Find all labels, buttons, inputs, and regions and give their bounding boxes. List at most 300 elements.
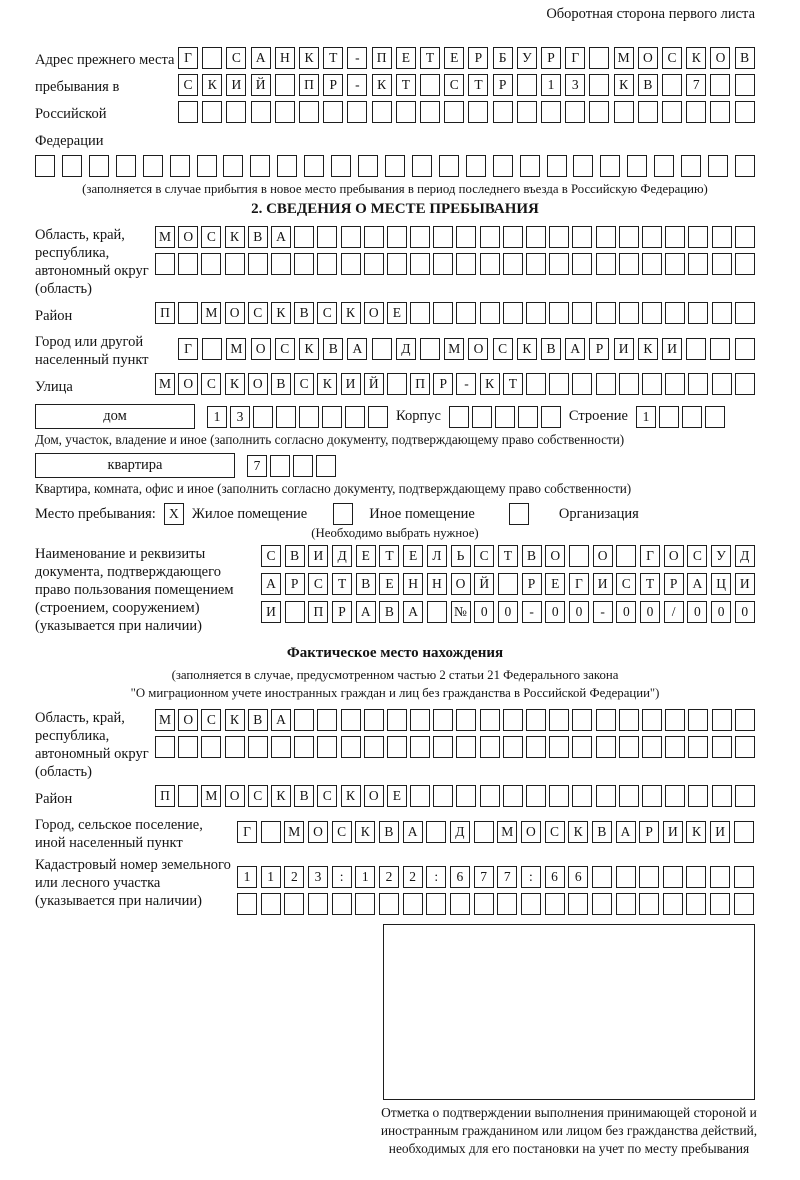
char-cell[interactable]: К — [225, 373, 245, 395]
char-cell[interactable] — [686, 893, 706, 915]
char-cell[interactable]: Ц — [711, 573, 731, 595]
char-cell[interactable] — [503, 785, 523, 807]
char-cell[interactable] — [734, 893, 754, 915]
char-cell[interactable] — [317, 226, 337, 248]
char-cell[interactable] — [202, 101, 222, 123]
char-cell[interactable] — [526, 709, 546, 731]
char-cell[interactable]: К — [341, 785, 361, 807]
char-cell[interactable] — [372, 338, 392, 360]
char-cell[interactable]: К — [225, 226, 245, 248]
char-cell[interactable]: С — [474, 545, 494, 567]
char-cell[interactable] — [710, 866, 730, 888]
char-cell[interactable] — [480, 253, 500, 275]
char-cell[interactable] — [638, 101, 658, 123]
char-cell[interactable]: В — [379, 601, 399, 623]
char-cell[interactable] — [614, 101, 634, 123]
char-cell[interactable]: 6 — [450, 866, 470, 888]
char-cell[interactable]: О — [364, 302, 384, 324]
char-cell[interactable] — [410, 302, 430, 324]
char-cell[interactable]: Е — [396, 47, 416, 69]
char-cell[interactable] — [412, 155, 432, 177]
char-cell[interactable]: С — [248, 302, 268, 324]
char-cell[interactable] — [116, 155, 136, 177]
char-cell[interactable]: В — [379, 821, 399, 843]
char-cell[interactable] — [251, 101, 271, 123]
char-cell[interactable] — [688, 785, 708, 807]
char-cell[interactable] — [456, 736, 476, 758]
char-cell[interactable] — [341, 253, 361, 275]
char-cell[interactable] — [387, 373, 407, 395]
char-cell[interactable] — [317, 709, 337, 731]
checkbox-inoe[interactable] — [333, 503, 353, 525]
char-cell[interactable]: С — [201, 709, 221, 731]
char-cell[interactable] — [35, 155, 55, 177]
char-cell[interactable] — [572, 373, 592, 395]
char-cell[interactable] — [642, 785, 662, 807]
char-cell[interactable] — [503, 736, 523, 758]
char-cell[interactable] — [688, 253, 708, 275]
char-cell[interactable] — [688, 709, 708, 731]
char-cell[interactable] — [225, 736, 245, 758]
char-cell[interactable]: В — [248, 709, 268, 731]
char-cell[interactable]: Л — [427, 545, 447, 567]
char-cell[interactable] — [410, 785, 430, 807]
char-cell[interactable]: Г — [237, 821, 257, 843]
char-cell[interactable] — [456, 785, 476, 807]
char-cell[interactable]: М — [201, 302, 221, 324]
char-cell[interactable] — [427, 601, 447, 623]
char-cell[interactable]: И — [341, 373, 361, 395]
char-cell[interactable] — [364, 253, 384, 275]
char-cell[interactable]: К — [299, 338, 319, 360]
char-cell[interactable]: К — [372, 74, 392, 96]
char-cell[interactable]: М — [201, 785, 221, 807]
char-cell[interactable] — [735, 74, 755, 96]
char-cell[interactable] — [619, 373, 639, 395]
char-cell[interactable] — [572, 785, 592, 807]
char-cell[interactable] — [681, 155, 701, 177]
char-cell[interactable] — [705, 406, 725, 428]
char-cell[interactable] — [712, 253, 732, 275]
char-cell[interactable] — [299, 101, 319, 123]
char-cell[interactable]: К — [317, 373, 337, 395]
char-cell[interactable] — [688, 736, 708, 758]
char-cell[interactable] — [155, 253, 175, 275]
char-cell[interactable]: К — [355, 821, 375, 843]
char-cell[interactable]: С — [332, 821, 352, 843]
char-cell[interactable]: Е — [403, 545, 423, 567]
char-cell[interactable] — [735, 155, 755, 177]
char-cell[interactable] — [596, 226, 616, 248]
char-cell[interactable]: 1 — [261, 866, 281, 888]
char-cell[interactable]: А — [271, 709, 291, 731]
char-cell[interactable] — [619, 253, 639, 275]
char-cell[interactable]: У — [517, 47, 537, 69]
char-cell[interactable]: Е — [387, 785, 407, 807]
checkbox-org[interactable] — [509, 503, 529, 525]
char-cell[interactable] — [503, 253, 523, 275]
checkbox-zhiloe[interactable]: X — [164, 503, 184, 525]
char-cell[interactable] — [345, 406, 365, 428]
char-cell[interactable] — [474, 893, 494, 915]
char-cell[interactable]: Й — [364, 373, 384, 395]
char-cell[interactable]: О — [364, 785, 384, 807]
char-cell[interactable]: О — [308, 821, 328, 843]
char-cell[interactable]: Г — [565, 47, 585, 69]
char-cell[interactable] — [526, 373, 546, 395]
char-cell[interactable]: В — [294, 785, 314, 807]
char-cell[interactable] — [225, 253, 245, 275]
char-cell[interactable]: С — [275, 338, 295, 360]
char-cell[interactable] — [304, 155, 324, 177]
char-cell[interactable] — [410, 709, 430, 731]
char-cell[interactable]: Р — [589, 338, 609, 360]
char-cell[interactable]: В — [592, 821, 612, 843]
char-cell[interactable] — [410, 736, 430, 758]
char-cell[interactable]: М — [284, 821, 304, 843]
char-cell[interactable] — [495, 406, 515, 428]
char-cell[interactable] — [710, 101, 730, 123]
char-cell[interactable] — [589, 74, 609, 96]
char-cell[interactable] — [596, 302, 616, 324]
char-cell[interactable]: Е — [379, 573, 399, 595]
char-cell[interactable]: А — [356, 601, 376, 623]
char-cell[interactable]: С — [201, 373, 221, 395]
char-cell[interactable]: Н — [403, 573, 423, 595]
char-cell[interactable] — [735, 338, 755, 360]
char-cell[interactable] — [201, 253, 221, 275]
char-cell[interactable] — [549, 785, 569, 807]
char-cell[interactable] — [275, 74, 295, 96]
char-cell[interactable] — [572, 253, 592, 275]
char-cell[interactable]: В — [541, 338, 561, 360]
char-cell[interactable]: Р — [664, 573, 684, 595]
char-cell[interactable]: О — [248, 373, 268, 395]
char-cell[interactable]: С — [616, 573, 636, 595]
char-cell[interactable] — [253, 406, 273, 428]
char-cell[interactable] — [526, 226, 546, 248]
char-cell[interactable] — [250, 155, 270, 177]
char-cell[interactable]: 1 — [207, 406, 227, 428]
char-cell[interactable] — [396, 101, 416, 123]
char-cell[interactable] — [201, 736, 221, 758]
char-cell[interactable]: Т — [498, 545, 518, 567]
char-cell[interactable]: С — [317, 785, 337, 807]
char-cell[interactable]: Г — [640, 545, 660, 567]
char-cell[interactable] — [358, 155, 378, 177]
char-cell[interactable]: С — [226, 47, 246, 69]
char-cell[interactable]: Е — [387, 302, 407, 324]
char-cell[interactable] — [403, 893, 423, 915]
char-cell[interactable] — [572, 736, 592, 758]
char-cell[interactable]: Й — [251, 74, 271, 96]
char-cell[interactable] — [308, 893, 328, 915]
char-cell[interactable]: В — [285, 545, 305, 567]
char-cell[interactable] — [317, 736, 337, 758]
char-cell[interactable]: 2 — [284, 866, 304, 888]
char-cell[interactable] — [619, 226, 639, 248]
char-cell[interactable]: : — [332, 866, 352, 888]
char-cell[interactable]: 0 — [687, 601, 707, 623]
char-cell[interactable]: Н — [275, 47, 295, 69]
char-cell[interactable] — [735, 302, 755, 324]
char-cell[interactable] — [712, 785, 732, 807]
char-cell[interactable] — [410, 226, 430, 248]
char-cell[interactable] — [627, 155, 647, 177]
char-cell[interactable]: Ь — [451, 545, 471, 567]
char-cell[interactable] — [735, 253, 755, 275]
char-cell[interactable]: - — [593, 601, 613, 623]
char-cell[interactable]: Р — [323, 74, 343, 96]
char-cell[interactable] — [450, 893, 470, 915]
char-cell[interactable] — [420, 74, 440, 96]
char-cell[interactable]: С — [201, 226, 221, 248]
char-cell[interactable]: И — [735, 573, 755, 595]
char-cell[interactable] — [549, 226, 569, 248]
char-cell[interactable]: К — [271, 785, 291, 807]
char-cell[interactable] — [686, 101, 706, 123]
char-cell[interactable] — [439, 155, 459, 177]
char-cell[interactable] — [662, 74, 682, 96]
char-cell[interactable] — [735, 785, 755, 807]
char-cell[interactable]: О — [521, 821, 541, 843]
char-cell[interactable]: К — [686, 47, 706, 69]
char-cell[interactable] — [178, 785, 198, 807]
char-cell[interactable]: 1 — [541, 74, 561, 96]
char-cell[interactable]: 1 — [636, 406, 656, 428]
char-cell[interactable]: Р — [541, 47, 561, 69]
char-cell[interactable] — [589, 101, 609, 123]
char-cell[interactable] — [178, 736, 198, 758]
char-cell[interactable] — [712, 302, 732, 324]
char-cell[interactable] — [639, 893, 659, 915]
char-cell[interactable]: 6 — [545, 866, 565, 888]
char-cell[interactable] — [202, 338, 222, 360]
char-cell[interactable]: С — [662, 47, 682, 69]
char-cell[interactable] — [226, 101, 246, 123]
char-cell[interactable] — [480, 736, 500, 758]
char-cell[interactable] — [665, 302, 685, 324]
char-cell[interactable] — [565, 101, 585, 123]
char-cell[interactable] — [619, 709, 639, 731]
char-cell[interactable]: В — [248, 226, 268, 248]
char-cell[interactable]: А — [403, 601, 423, 623]
char-cell[interactable] — [368, 406, 388, 428]
char-cell[interactable]: М — [155, 709, 175, 731]
char-cell[interactable] — [619, 736, 639, 758]
char-cell[interactable] — [468, 101, 488, 123]
char-cell[interactable]: 3 — [565, 74, 585, 96]
char-cell[interactable] — [572, 302, 592, 324]
char-cell[interactable]: О — [225, 302, 245, 324]
char-cell[interactable] — [639, 866, 659, 888]
char-cell[interactable] — [237, 893, 257, 915]
char-cell[interactable]: Т — [503, 373, 523, 395]
char-cell[interactable] — [642, 736, 662, 758]
char-cell[interactable] — [735, 101, 755, 123]
char-cell[interactable]: В — [638, 74, 658, 96]
char-cell[interactable]: В — [356, 573, 376, 595]
char-cell[interactable]: О — [710, 47, 730, 69]
char-cell[interactable]: О — [451, 573, 471, 595]
char-cell[interactable] — [503, 709, 523, 731]
char-cell[interactable] — [572, 709, 592, 731]
char-cell[interactable] — [299, 406, 319, 428]
char-cell[interactable] — [341, 226, 361, 248]
char-cell[interactable] — [341, 709, 361, 731]
char-cell[interactable]: Т — [396, 74, 416, 96]
char-cell[interactable] — [596, 785, 616, 807]
char-cell[interactable] — [420, 338, 440, 360]
char-cell[interactable]: - — [347, 47, 367, 69]
char-cell[interactable] — [503, 302, 523, 324]
char-cell[interactable]: В — [735, 47, 755, 69]
char-cell[interactable] — [89, 155, 109, 177]
char-cell[interactable] — [520, 155, 540, 177]
char-cell[interactable]: 0 — [640, 601, 660, 623]
char-cell[interactable] — [456, 226, 476, 248]
char-cell[interactable] — [294, 226, 314, 248]
char-cell[interactable]: П — [155, 302, 175, 324]
char-cell[interactable] — [665, 709, 685, 731]
char-cell[interactable] — [341, 736, 361, 758]
char-cell[interactable] — [710, 338, 730, 360]
char-cell[interactable]: Т — [420, 47, 440, 69]
char-cell[interactable] — [665, 253, 685, 275]
char-cell[interactable] — [355, 893, 375, 915]
char-cell[interactable] — [271, 253, 291, 275]
char-cell[interactable] — [665, 226, 685, 248]
char-cell[interactable] — [270, 455, 290, 477]
char-cell[interactable]: В — [271, 373, 291, 395]
char-cell[interactable]: Т — [468, 74, 488, 96]
char-cell[interactable]: К — [480, 373, 500, 395]
char-cell[interactable] — [347, 101, 367, 123]
char-cell[interactable] — [665, 785, 685, 807]
char-cell[interactable] — [480, 785, 500, 807]
char-cell[interactable] — [317, 253, 337, 275]
char-cell[interactable]: С — [493, 338, 513, 360]
char-cell[interactable]: И — [662, 338, 682, 360]
char-cell[interactable] — [654, 155, 674, 177]
char-cell[interactable]: Р — [285, 573, 305, 595]
char-cell[interactable]: Р — [332, 601, 352, 623]
char-cell[interactable] — [271, 736, 291, 758]
char-cell[interactable]: 7 — [497, 866, 517, 888]
char-cell[interactable] — [456, 253, 476, 275]
char-cell[interactable] — [521, 893, 541, 915]
char-cell[interactable] — [420, 101, 440, 123]
char-cell[interactable] — [619, 302, 639, 324]
char-cell[interactable]: Г — [569, 573, 589, 595]
char-cell[interactable]: Г — [178, 338, 198, 360]
char-cell[interactable] — [248, 736, 268, 758]
char-cell[interactable] — [545, 893, 565, 915]
char-cell[interactable]: П — [155, 785, 175, 807]
char-cell[interactable]: К — [225, 709, 245, 731]
char-cell[interactable]: К — [299, 47, 319, 69]
char-cell[interactable] — [323, 101, 343, 123]
char-cell[interactable] — [526, 736, 546, 758]
char-cell[interactable] — [663, 893, 683, 915]
char-cell[interactable] — [589, 47, 609, 69]
char-cell[interactable] — [541, 101, 561, 123]
char-cell[interactable]: С — [294, 373, 314, 395]
char-cell[interactable]: И — [614, 338, 634, 360]
char-cell[interactable]: 7 — [247, 455, 267, 477]
char-cell[interactable]: С — [248, 785, 268, 807]
char-cell[interactable] — [449, 406, 469, 428]
char-cell[interactable] — [616, 866, 636, 888]
char-cell[interactable]: П — [372, 47, 392, 69]
char-cell[interactable] — [202, 47, 222, 69]
char-cell[interactable] — [549, 373, 569, 395]
char-cell[interactable]: Д — [332, 545, 352, 567]
char-cell[interactable]: 0 — [498, 601, 518, 623]
char-cell[interactable] — [682, 406, 702, 428]
char-cell[interactable]: Е — [444, 47, 464, 69]
char-cell[interactable] — [642, 226, 662, 248]
char-cell[interactable]: А — [687, 573, 707, 595]
char-cell[interactable]: П — [410, 373, 430, 395]
char-cell[interactable] — [619, 785, 639, 807]
char-cell[interactable] — [596, 373, 616, 395]
char-cell[interactable]: С — [444, 74, 464, 96]
char-cell[interactable] — [223, 155, 243, 177]
char-cell[interactable]: 7 — [686, 74, 706, 96]
char-cell[interactable] — [592, 866, 612, 888]
char-cell[interactable]: Д — [396, 338, 416, 360]
char-cell[interactable] — [480, 709, 500, 731]
char-cell[interactable] — [665, 736, 685, 758]
char-cell[interactable] — [197, 155, 217, 177]
char-cell[interactable] — [642, 302, 662, 324]
char-cell[interactable]: М — [155, 226, 175, 248]
char-cell[interactable]: О — [593, 545, 613, 567]
char-cell[interactable]: А — [251, 47, 271, 69]
char-cell[interactable]: / — [664, 601, 684, 623]
char-cell[interactable] — [178, 101, 198, 123]
char-cell[interactable] — [663, 866, 683, 888]
char-cell[interactable] — [387, 736, 407, 758]
char-cell[interactable]: С — [545, 821, 565, 843]
char-cell[interactable]: Р — [468, 47, 488, 69]
char-cell[interactable]: С — [687, 545, 707, 567]
char-cell[interactable]: Н — [427, 573, 447, 595]
char-cell[interactable] — [480, 302, 500, 324]
char-cell[interactable] — [275, 101, 295, 123]
char-cell[interactable] — [466, 155, 486, 177]
char-cell[interactable] — [294, 736, 314, 758]
char-cell[interactable] — [665, 373, 685, 395]
char-cell[interactable] — [410, 253, 430, 275]
char-cell[interactable]: Р — [522, 573, 542, 595]
char-cell[interactable] — [493, 155, 513, 177]
char-cell[interactable] — [387, 226, 407, 248]
char-cell[interactable] — [642, 709, 662, 731]
char-cell[interactable] — [568, 893, 588, 915]
char-cell[interactable] — [712, 736, 732, 758]
char-cell[interactable]: К — [341, 302, 361, 324]
char-cell[interactable]: 6 — [568, 866, 588, 888]
char-cell[interactable] — [385, 155, 405, 177]
char-cell[interactable] — [285, 601, 305, 623]
char-cell[interactable] — [379, 893, 399, 915]
char-cell[interactable] — [387, 709, 407, 731]
char-cell[interactable]: Д — [735, 545, 755, 567]
char-cell[interactable]: А — [403, 821, 423, 843]
char-cell[interactable] — [493, 101, 513, 123]
